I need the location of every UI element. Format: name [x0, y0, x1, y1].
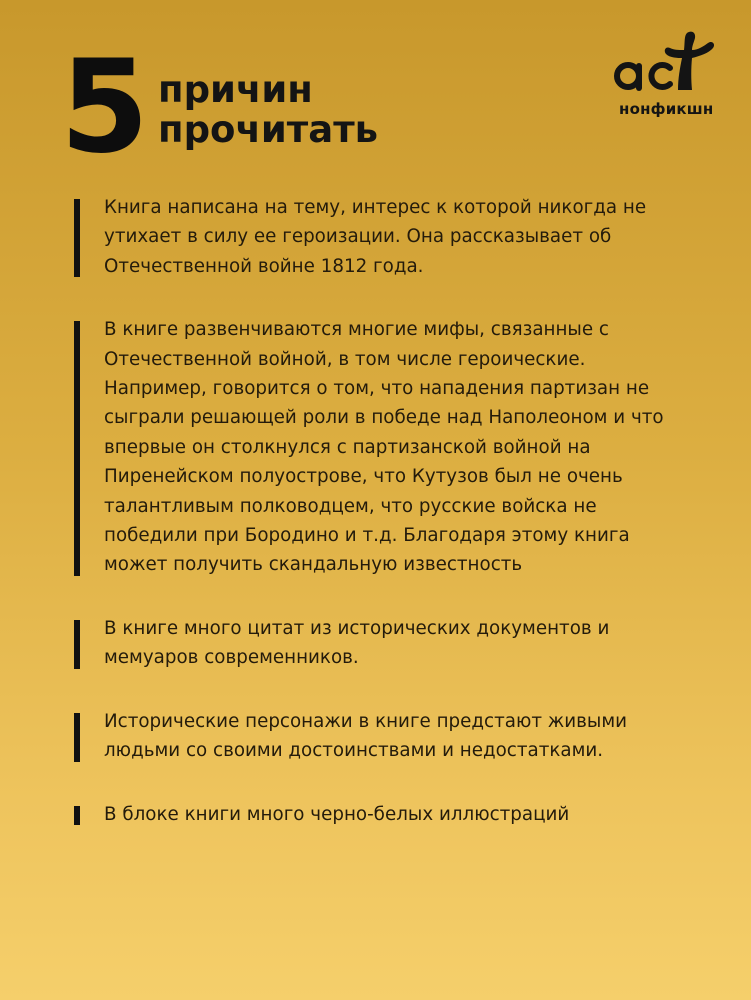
list-item-text: Книга написана на тему, интерес к которой никогда не утихает в силу ее героизации. Она рассказывает об Отечественной войне 1812 года. [104, 197, 647, 277]
list-item-text: В книге много цитат из исторических документов и мемуаров современников. [104, 617, 610, 669]
list-item [74, 800, 694, 829]
reasons-list [74, 193, 694, 863]
cactus-logo-icon [612, 28, 722, 100]
list-item [74, 315, 694, 580]
publisher-logo [612, 28, 722, 128]
list-item [74, 193, 694, 281]
headline-line-2: прочитать [158, 108, 379, 151]
bullet-bar [74, 713, 80, 762]
headline-line-1: причин [158, 68, 313, 111]
logo-subtitle: нонфикшн [619, 100, 714, 118]
list-item-text: В книге развенчиваются многие мифы, связанные с Отечественной войной, в том числе героические. Например, говорится о том, что нападения партизан не сыграли решающей роли в победе над Наполеоном и что впервые он столкнулся с партизанской войной на Пиренейском полуострове, что Кутузов был не очень талантливым полководцем, что русские войска не победили при Бородино и т.д. Благодаря этому книга может получить скандальную известность [104, 319, 664, 576]
list-item-text: В блоке книги много черно-белых иллюстраций [104, 803, 570, 825]
bullet-bar [74, 321, 80, 576]
list-item [74, 707, 694, 766]
headline [158, 70, 378, 150]
list-item-text: Исторические персонажи в книге предстают живыми людьми со своими достоинствами и недостатками. [104, 710, 628, 762]
big-number: 5 [60, 33, 146, 182]
bullet-bar [74, 620, 80, 669]
bullet-bar [74, 806, 80, 825]
list-item [74, 614, 694, 673]
bullet-bar [74, 199, 80, 277]
